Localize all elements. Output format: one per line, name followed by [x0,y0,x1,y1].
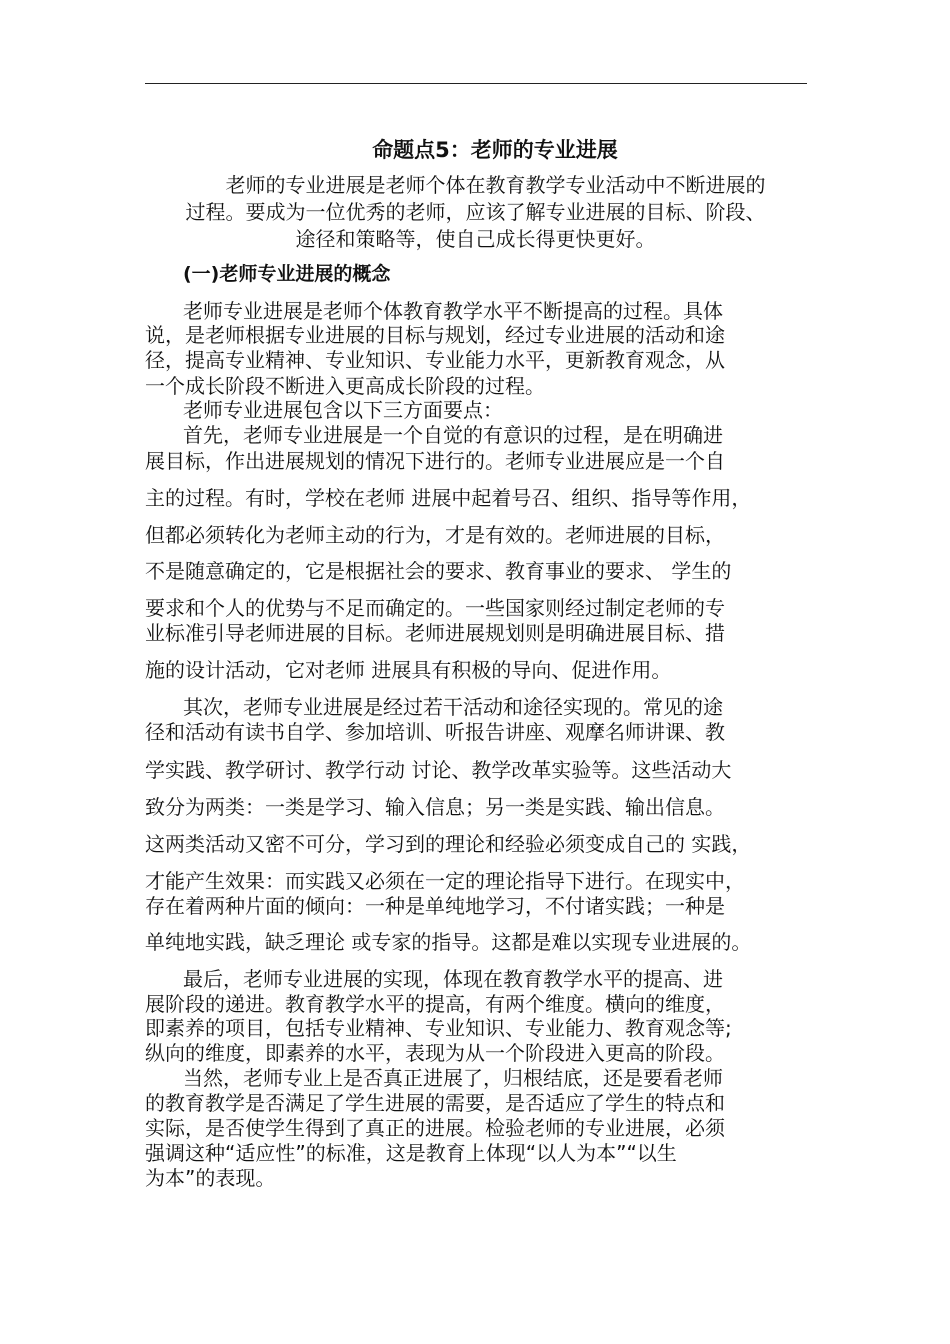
page-title: 命题点5：老师的专业进展 [372,138,618,162]
intro-line: 途径和策略等，使自己成长得更快更好。 [295,227,656,251]
body-line: 纵向的维度，即素养的水平，表现为从一个阶段进入更高的阶段。 [145,1041,725,1065]
body-line: 学实践、教学研讨、教学行动 讨论、教学改革实验等。这些活动大 [145,758,732,782]
body-line: 强调这种“适应性”的标准，这是教育上体现“以人为本”“以生 [145,1141,677,1165]
body-line: 单纯地实践，缺乏理论 或专家的指导。这都是难以实现专业进展的。 [145,930,752,954]
intro-line: 老师的专业进展是老师个体在教育教学专业活动中不断进展的 [225,173,766,197]
body-line: 业标准引导老师进展的目标。老师进展规划则是明确进展目标、措 [145,621,725,645]
intro-paragraph [148,172,803,253]
body-line: 一个成长阶段不断进入更高成长阶段的过程。 [145,374,545,398]
body-line: 其次，老师专业进展是经过若干活动和途径实现的。常见的途 [183,695,723,719]
body-line: 展目标，作出进展规划的情况下进行的。老师专业进展应是一个自 [145,449,725,473]
header-rule [145,83,807,84]
body-line: 老师专业进展包含以下三方面要点： [183,398,503,422]
body-line: 当然，老师专业上是否真正进展了，归根结底，还是要看老师 [183,1066,723,1090]
body-line: 存在着两种片面的倾向：一种是单纯地学习，不付诸实践；一种是 [145,894,725,918]
body-line: 展阶段的递进。教育教学水平的提高，有两个维度。横向的维度， [145,992,725,1016]
body-line: 为本”的表现。 [145,1166,276,1190]
body-line: 的教育教学是否满足了学生进展的需要，是否适应了学生的特点和 [145,1091,725,1115]
body-line: 径，提高专业精神、专业知识、专业能力水平，更新教育观念，从 [145,348,725,372]
section-heading: (一)老师专业进展的概念 [183,263,391,285]
body-line: 主的过程。有时，学校在老师 进展中起着号召、组织、指导等作用， [145,486,752,510]
body-line: 即素养的项目，包括专业精神、专业知识、专业能力、教育观念等; [145,1016,732,1040]
body-line: 才能产生效果：而实践又必须在一定的理论指导下进行。在现实中， [145,869,745,893]
body-line: 不是随意确定的，它是根据社会的要求、教育事业的要求、 学生的 [145,559,732,583]
body-line: 施的设计活动，它对老师 进展具有积极的导向、促进作用。 [145,658,672,682]
body-line: 这两类活动又密不可分，学习到的理论和经验必须变成自己的 实践， [145,832,752,856]
body-line: 径和活动有读书自学、参加培训、听报告讲座、观摩名师讲课、教 [145,720,725,744]
body-line: 老师专业进展是老师个体教育教学水平不断提高的过程。具体 [183,299,723,323]
body-line: 首先，老师专业进展是一个自觉的有意识的过程，是在明确进 [183,423,723,447]
intro-line: 过程。要成为一位优秀的老师，应该了解专业进展的目标、阶段、 [185,200,766,224]
body-line: 实际，是否使学生得到了真正的进展。检验老师的专业进展，必须 [145,1116,725,1140]
body-line: 但都必须转化为老师主动的行为，才是有效的。老师进展的目标， [145,523,725,547]
body-line: 说，是老师根据专业进展的目标与规划，经过专业进展的活动和途 [145,323,725,347]
body-line: 要求和个人的优势与不足而确定的。一些国家则经过制定老师的专 [145,596,725,620]
body-line: 致分为两类：一类是学习、输入信息；另一类是实践、输出信息。 [145,795,725,819]
body-line: 最后，老师专业进展的实现，体现在教育教学水平的提高、进 [183,967,723,991]
